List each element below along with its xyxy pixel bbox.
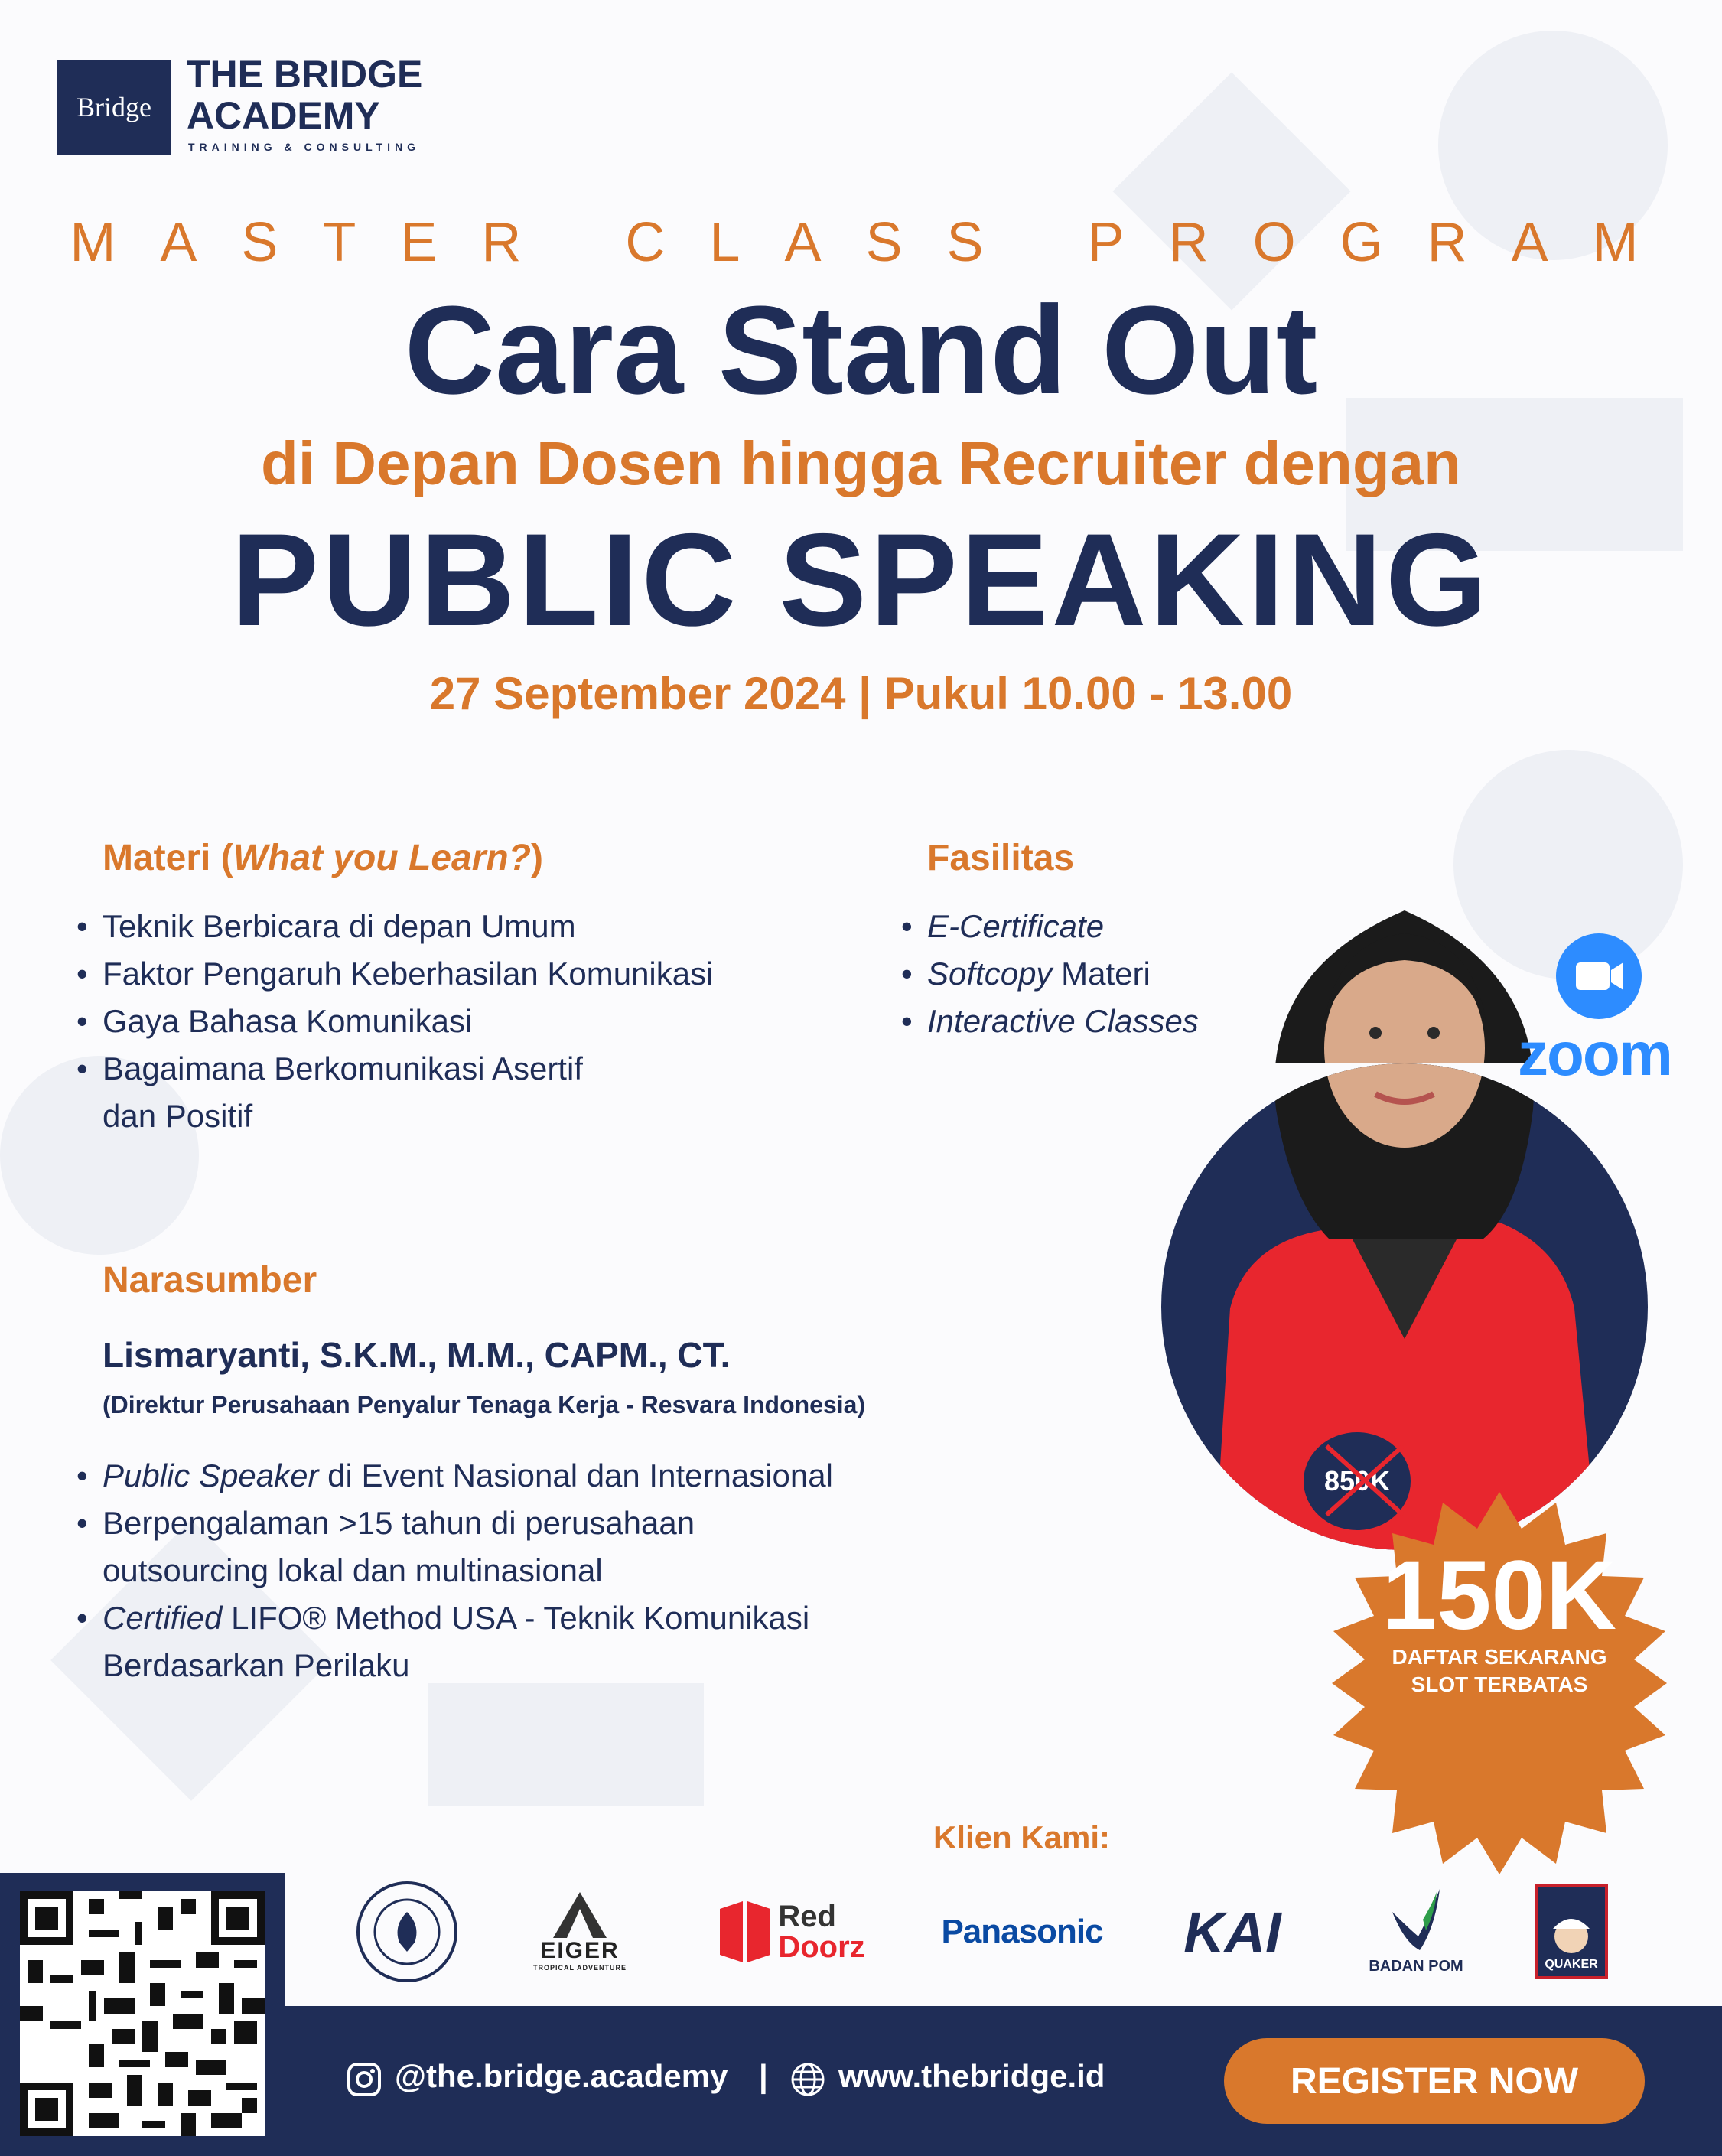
speaker-bullets xyxy=(76,1452,956,1689)
materi-item: • Faktor Pengaruh Keberhasilan Komunikasi xyxy=(76,950,841,998)
client-panasonic-logo: Panasonic xyxy=(941,1913,1103,1950)
client-eiger-logo: EIGER TROPICAL ADVENTURE xyxy=(519,1874,641,1989)
register-button[interactable]: REGISTER NOW xyxy=(1224,2038,1645,2124)
logo-tagline: TRAINING & CONSULTING xyxy=(188,141,421,153)
materi-item: • Gaya Bahasa Komunikasi xyxy=(76,998,841,1045)
badge-cta-line-2: SLOT TERBATAS xyxy=(1411,1672,1588,1696)
badge-cta-line-1: DAFTAR SEKARANG xyxy=(1392,1645,1607,1669)
instagram-icon xyxy=(346,2061,382,2098)
narasumber-heading: Narasumber xyxy=(103,1260,317,1301)
speaker-bullet: • Public Speaker di Event Nasional dan Internasional xyxy=(76,1452,956,1500)
fasilitas-item: • Interactive Classes xyxy=(901,998,1330,1045)
materi-item: • Bagaimana Berkomunikasi Asertif xyxy=(76,1045,841,1093)
title-emphasis: PUBLIC SPEAKING xyxy=(231,506,1491,653)
title-main: Cara Stand Out xyxy=(404,280,1318,420)
zoom-wordmark: zoom xyxy=(1518,1020,1672,1088)
client-reddoorz-logo: Red Doorz xyxy=(708,1874,877,1989)
old-price: 850K xyxy=(1304,1432,1411,1530)
zoom-logo-icon xyxy=(1556,933,1642,1019)
website-link[interactable]: www.thebridge.id xyxy=(838,2058,1105,2094)
client-quaker-logo: QUAKER xyxy=(1535,1874,1608,1989)
fasilitas-heading: Fasilitas xyxy=(927,838,1075,878)
fasilitas-item: • Softcopy Materi xyxy=(901,950,1330,998)
client-kai-logo: KAI xyxy=(1183,1900,1281,1964)
speaker-role: (Direktur Perusahaan Penyalur Tenaga Kerja - Resvara Indonesia) xyxy=(103,1391,866,1418)
client-ipb-logo xyxy=(353,1874,461,1989)
event-date: 27 September 2024 | Pukul 10.00 - 13.00 xyxy=(429,668,1293,719)
speaker-bullet: • Berpengalaman >15 tahun di perusahaan outsourcing lokal dan multinasional xyxy=(76,1500,956,1594)
materi-item: • Teknik Berbicara di depan Umum xyxy=(76,903,841,950)
new-price: 150K xyxy=(1382,1541,1616,1650)
globe-icon xyxy=(789,2061,826,2098)
materi-item-continuation: dan Positif xyxy=(103,1098,253,1134)
client-bpom-logo: BADAN POM xyxy=(1359,1874,1473,1989)
program-subtitle: MASTER CLASS PROGRAM xyxy=(70,212,1683,273)
speaker-name: Lismaryanti, S.K.M., M.M., CAPM., CT. xyxy=(103,1335,731,1375)
materi-list xyxy=(76,903,841,1093)
fasilitas-item: • E-Certificate xyxy=(901,903,1330,950)
footer-separator: | xyxy=(759,2058,768,2094)
materi-heading: Materi (What you Learn?) xyxy=(103,838,544,878)
strikethrough-icon xyxy=(1319,1438,1411,1523)
speaker-bullet: • Certified LIFO® Method USA - Teknik Komunikasi Berdasarkan Perilaku xyxy=(76,1594,956,1689)
clients-heading: Klien Kami: xyxy=(933,1819,1111,1855)
bg-decor-7 xyxy=(428,1683,704,1806)
instagram-handle[interactable]: @the.bridge.academy xyxy=(395,2058,728,2094)
logo-mark: Bridge xyxy=(57,60,171,155)
qr-code[interactable] xyxy=(20,1891,265,2136)
bg-decor-2 xyxy=(1112,72,1350,310)
logo-name: THE BRIDGE ACADEMY xyxy=(187,53,423,137)
title-sub: di Depan Dosen hingga Recruiter dengan xyxy=(260,429,1462,497)
